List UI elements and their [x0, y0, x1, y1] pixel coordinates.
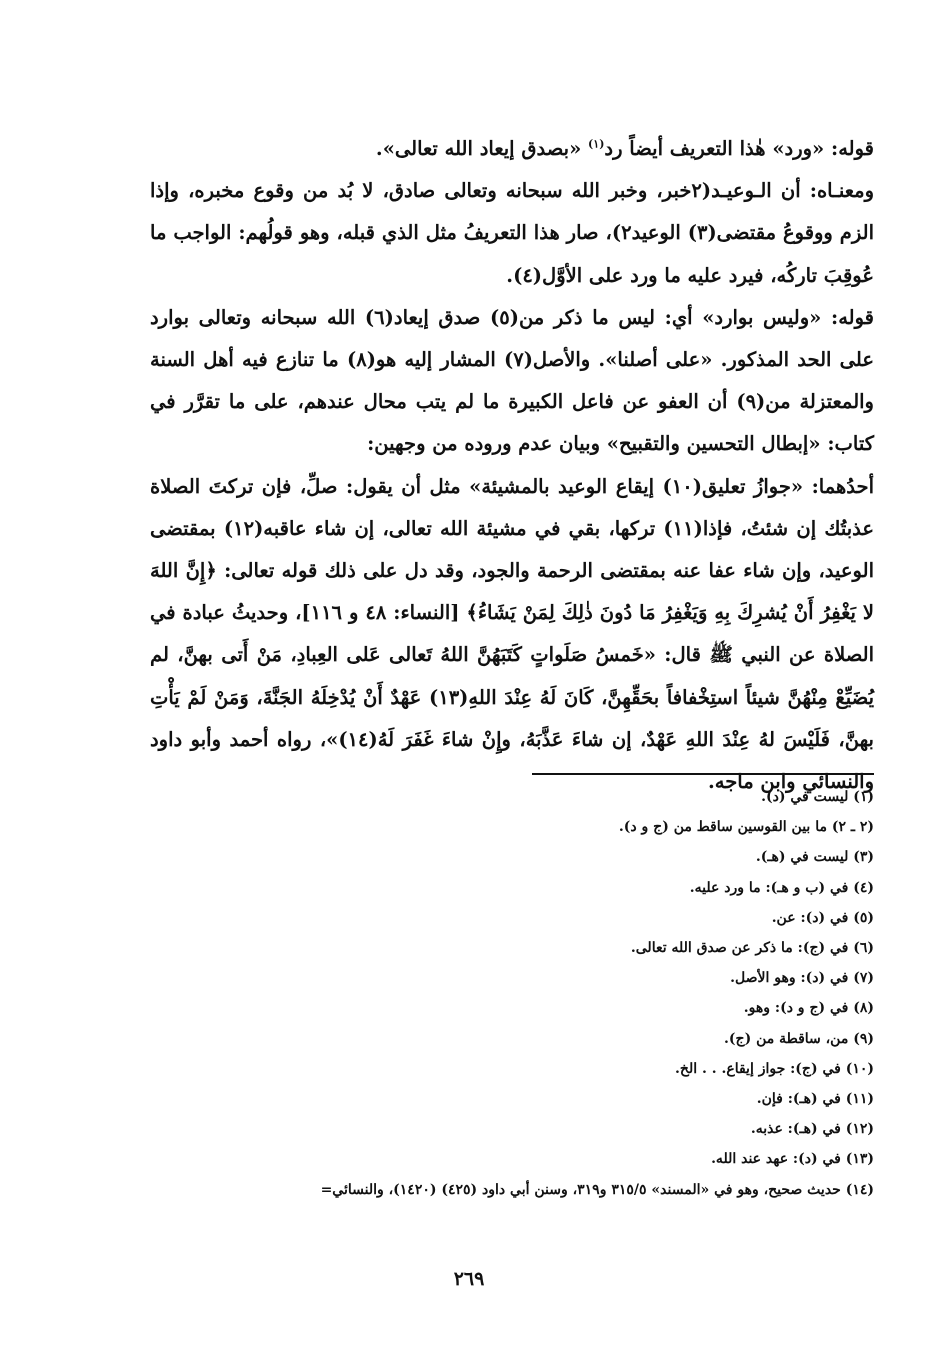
page-number-text: ٢٦٩ — [453, 1268, 485, 1290]
paragraph-4: أحدُهما: «جوازُ تعليق(١٠) إيقاع الوعيد بالمشيئة» مثل أن يقول: صلِّ، فإن تركتَ الصلاة عذبتُك إن شئتُ، فإذا(١١) تركها، بقي في مشيئة الله تعالى، إن شاء عاقبه(١٢) بمقتضى الوعيد، وإن شاء عفا عنه بمقتضى الرحمة والجود، وقد دل على ذلك قوله تعالى: ﴿إِنَّ اللهَ لا يَغْفِرُ أَنْ يُشرِكَ بِهِ وَيَغْفِرُ مَا دُونَ ذٰلِكَ لِمَنْ يَشَاءُ﴾ [النساء: ٤٨ و ١١٦]، وحديثُ عبادة في الصلاة عن النبي ﷺ قال: «خَمسُ صَلَواتٍ كَتَبَهُنَّ اللهُ تَعالى عَلى العِبادِ، مَنْ أَتى بهنَّ، لم يُضَيِّعْ مِنْهُنَّ شيئاً استِخْفافاً بحَقِّهِنَّ، كَانَ لَهُ عِنْدَ اللهِ(١٣) عَهْدٌ أَنْ يُدْخِلَهُ الجَنَّةَ، وَمَنْ لَمْ يَأْتِ بهنَّ، فَلَيْسَ لهُ عِنْدَ اللهِ عَهْدٌ، إن شاءَ عَذَّبَهُ، وإِنْ شاءَ غَفَرَ لَهُ(١٤)»، رواه أحمد وأبو داود والنسائي وابن ماجه. — [150, 474, 875, 794]
footnote-marker-1: (١) — [588, 137, 605, 151]
footnote-7: (٧) في (د): وهو الأصل. — [730, 970, 874, 987]
footnote-13: (١٣) في (د): عهد عند الله. — [711, 1151, 874, 1168]
paragraph-2: ومعنـاه: أن الـوعيـد(٢خبر، وخبر الله سبحانه وتعالى صادق، لا بُد من وقوع مخبره، وإذا الزم ووقوعُ مقتضى(٣) الوعيد٢)، صار هذا التعريفُ مثل الذي قبله، وهو قولُهم: الواجب ما عُوقِبَ تاركُه، فيرد عليه ما ورد على الأوَّل(٤). — [150, 179, 874, 287]
footnote-12: (١٢) في (هـ): عذبه. — [750, 1121, 874, 1138]
footnote-11: (١١) في (هـ): فإن. — [756, 1091, 874, 1108]
footnote-4: (٤) في (ب و هـ): ما ورد عليه. — [689, 879, 874, 896]
footnote-14: (١٤) حديث صحيح، وهو في «المسند» ٣١٥/٥ و٣١٩، وسنن أبي داود (٤٢٥) (١٤٢٠)، والنسائي= — [320, 1181, 874, 1198]
footnote-10: (١٠) في (ج): جواز إيقاع. . . الخ. — [675, 1060, 874, 1077]
footnote-separator — [532, 773, 874, 775]
footnote-5: (٥) في (د): عن. — [771, 909, 874, 926]
paragraph-1 — [150, 128, 874, 170]
footnote-6: (٦) في (ج): ما ذكر عن صدق الله تعالى. — [630, 940, 874, 957]
paragraph-1-text: قوله: «ورد» هٰذا التعريف أيضاً رد — [604, 137, 874, 160]
paragraph-3: قوله: «وليس بوارد» أي: ليس ما ذكر من(٥) صدق إيعاد(٦) الله سبحانه وتعالى بوارد على الحد المذكور. «على أصلنا». والأصل(٧) المشار إليه هو(٨) ما تنازع فيه أهل السنة والمعتزلة من(٩) أن العفو عن فاعل الكبيرة ما لم يتب محال عندهم، على ما تقرَّر في كتاب: «إبطال التحسين والتقبيح» وبيان عدم وروده من وجهين: — [150, 305, 874, 456]
footnote-9: (٩) من، ساقطة من (ج). — [724, 1030, 874, 1047]
main-text — [150, 128, 874, 803]
paragraph-1-text-end: «بصدق إيعاد الله تعالى». — [375, 137, 589, 160]
footnote-1: (١) ليست في (د). — [761, 789, 874, 805]
footnote-2: (٢ ـ ٢) ما بين القوسين ساقط من (ج و د). — [618, 819, 874, 836]
footnotes — [150, 782, 874, 1205]
footnote-8: (٨) في (ج و د): وهو. — [743, 1000, 874, 1017]
footnote-3: (٣) ليست في (هـ). — [755, 849, 874, 866]
